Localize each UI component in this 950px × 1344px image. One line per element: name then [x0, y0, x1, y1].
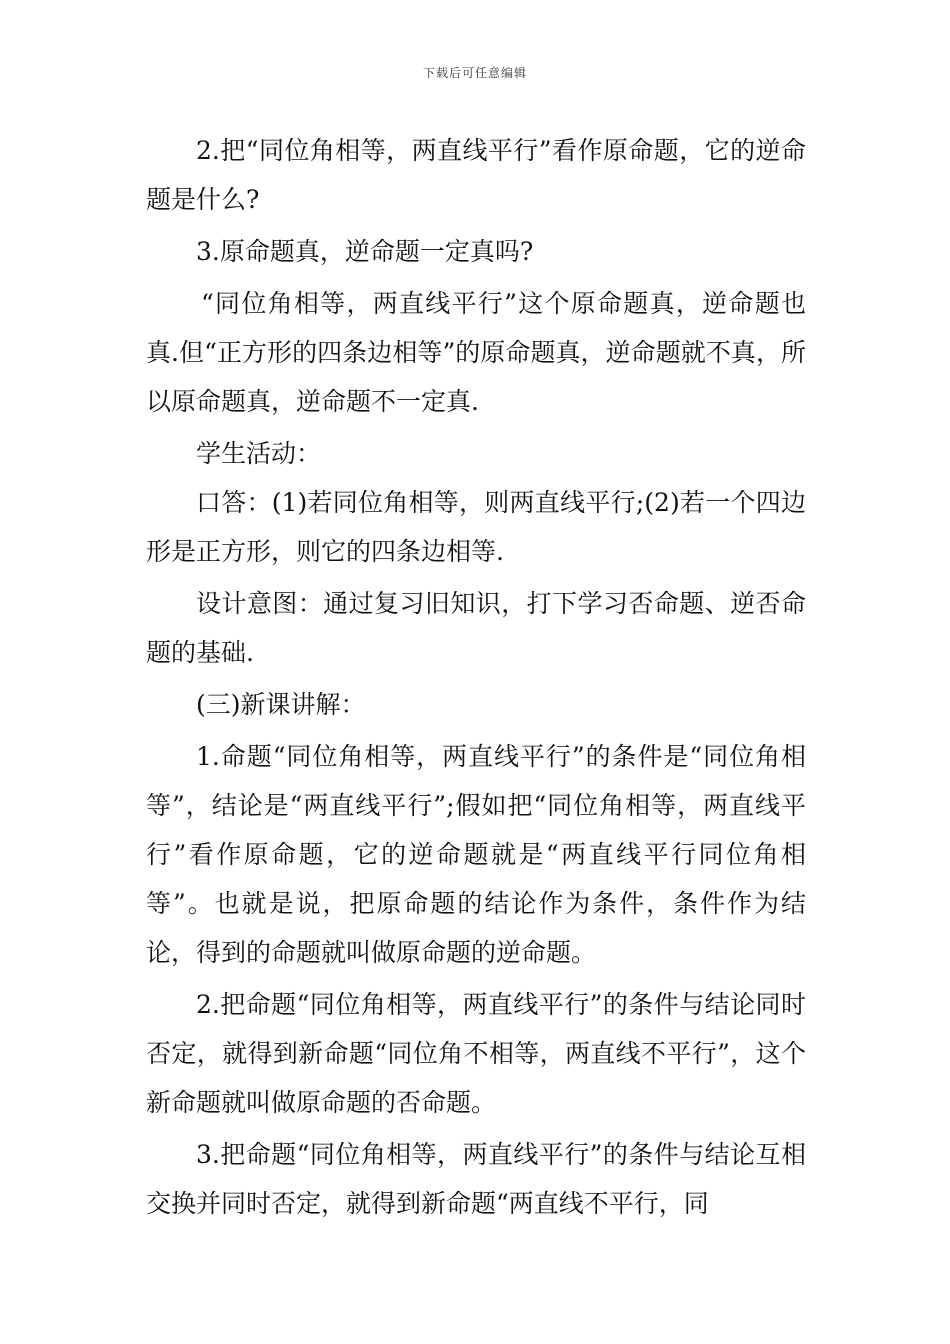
paragraph-inverse-definition: 2.把命题“同位角相等，两直线平行”的条件与结论同时否定，就得到新命题“同位角不相等，两直线不平行”，这个新命题就叫做原命题的否命题。: [146, 990, 806, 1117]
paragraph-question-2: 2.把“同位角相等，两直线平行”看作原命题，它的逆命题是什么?: [146, 136, 806, 214]
paragraph-contrapositive-definition: 3.把命题“同位角相等，两直线平行”的条件与结论互相交换并同时否定，就得到新命题“两直线不平行，同: [146, 1140, 806, 1218]
document-body: [146, 126, 806, 1228]
paragraph-oral-answer: 口答：(1)若同位角相等，则两直线平行;(2)若一个四边形是正方形，则它的四条边相等.: [146, 488, 806, 566]
paragraph-converse-definition: 1.命题“同位角相等，两直线平行”的条件是“同位角相等”，结论是“两直线平行”;假如把“同位角相等，两直线平行”看作原命题，它的逆命题就是“两直线平行同位角相等”。也就是说，把原命题的结论作为条件，条件作为结论，得到的命题就叫做原命题的逆命题。: [146, 742, 806, 967]
paragraph-question-3: 3.原命题真，逆命题一定真吗?: [196, 237, 534, 266]
paragraph-student-activity-heading: 学生活动：: [196, 439, 322, 468]
section-heading-new-lesson: (三)新课讲解：: [196, 690, 366, 719]
page-header: 下载后可任意编辑: [422, 66, 527, 80]
paragraph-answer-explanation: “同位角相等，两直线平行”这个原命题真，逆命题也真.但“正方形的四条边相等”的原命题真，逆命题就不真，所以原命题真，逆命题不一定真.: [146, 289, 806, 416]
paragraph-design-intent: 设计意图：通过复习旧知识，打下学习否命题、逆否命题的基础.: [146, 589, 806, 667]
